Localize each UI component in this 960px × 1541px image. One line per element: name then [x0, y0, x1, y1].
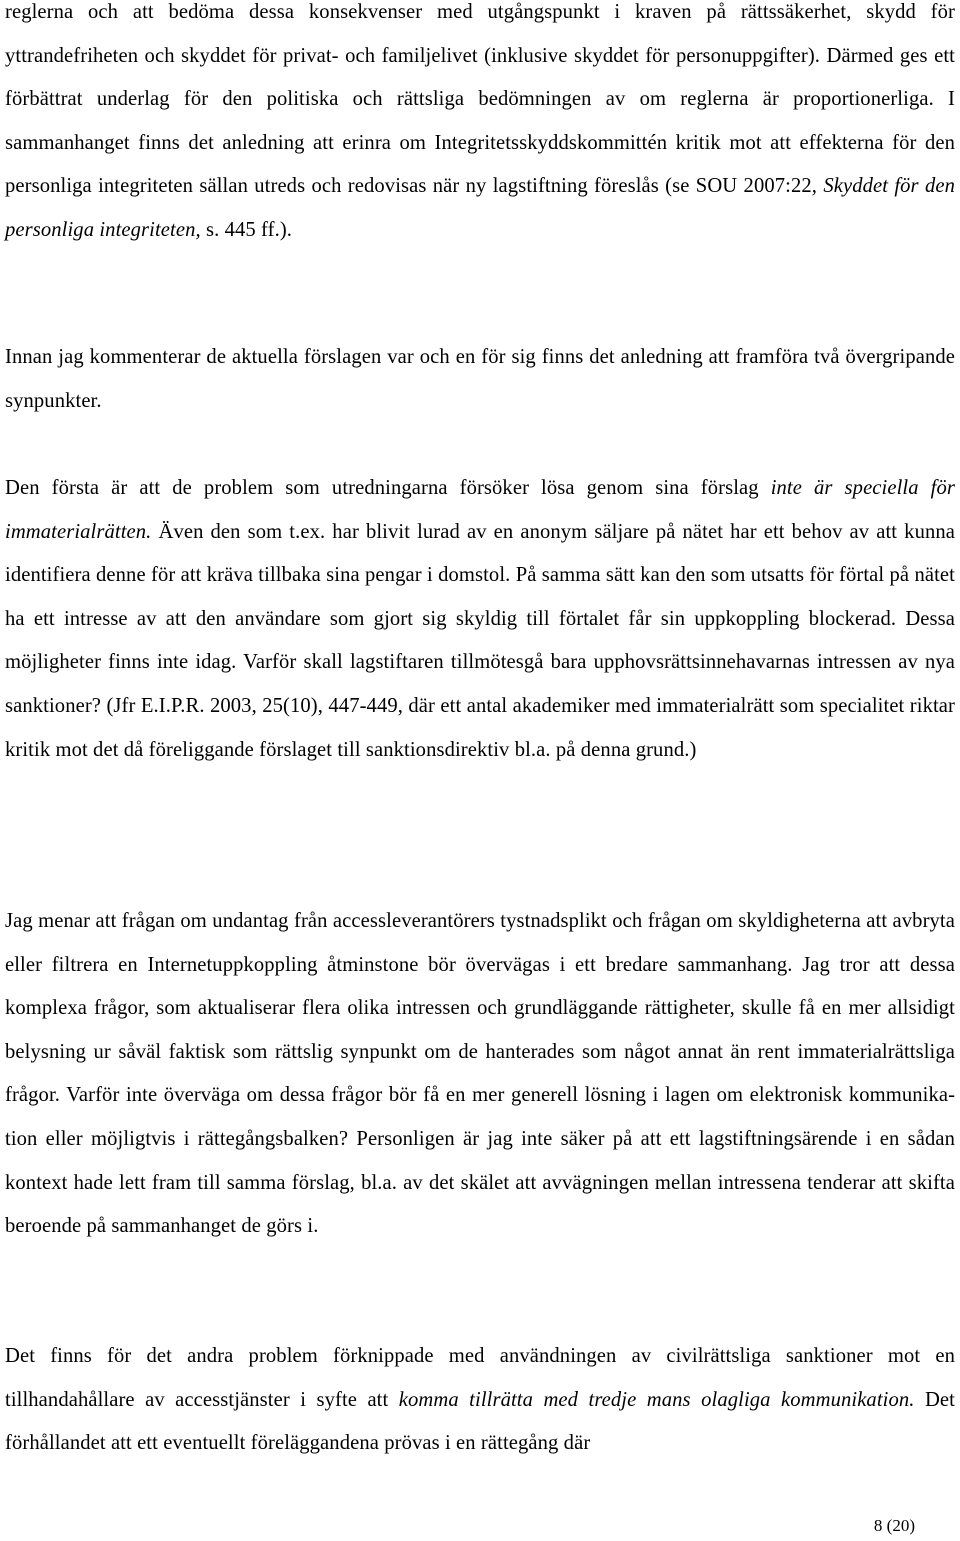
paragraph-5-run-2-italic: komma tillrätta med tredje mans olagliga kommunikation. [398, 1388, 915, 1411]
paragraph-5-run-1: Det finns för det andra problem förknippade med användningen av civilrättsliga sanktioner mot en tillhandahållare av accesstjänster i syfte att [5, 1345, 955, 1411]
paragraph-5-run-3: Det förhållandet att ett eventuellt föreläggandena prövas i en rättegång där [5, 1388, 955, 1455]
paragraph-2 [5, 336, 955, 423]
paragraph-1 [5, 0, 955, 253]
paragraph-5 [5, 1335, 955, 1466]
paragraph-2-run-1: Innan jag kommenterar de aktuella förslagen var och en för sig finns det anledning att framföra två övergripande synpunkter. [5, 346, 955, 412]
paragraph-3-run-1: Den första är att de problem som utredningarna försöker lösa genom sina förslag [5, 477, 771, 499]
paragraph-3 [5, 467, 955, 772]
paragraph-3-run-2-italic: inte är speciella för immaterialrätten. [5, 477, 955, 543]
page-number: 8 (20) [873, 1516, 915, 1535]
paragraph-1-run-1: reglerna och att bedöma dessa konsekvenser med utgångspunkt i kraven på rättssäkerhet, skydd för yttrandefriheten och skyddet för privat- och familjelivet (inklusive skyddet för personuppgifter). Därmed ges ett förbättrat underlag för den politiska och rättsliga bedömningen av om reglerna är proportionerliga. I sammanhanget finns det anledning att erinra om Integritetsskyddskommittén kritik mot att effekterna för den personliga integriteten sällan utreds och redovisas när ny lagstiftning föreslås (se SOU 2007:22, [5, 1, 955, 198]
paragraph-1-run-3: s. 445 ff.). [200, 218, 293, 241]
paragraph-4-run-1: Jag menar att frågan om undantag från accessleverantörers tystnadsplikt och frågan om skyldigheterna att avbryta eller filtrera en Internetuppkoppling åtminstone bör övervägas i ett bredare sammanhang. Jag tror att dessa komplexa frågor, som aktualiserar flera olika intressen och grundläggande rättigheter, skulle få en mer allsidigt belysning ur såväl faktisk som rättslig synpunkt om de hanterades som något annat än rent immaterialrättsliga frågor. Varför inte överväga om dessa frågor bör få en mer generell lösning i lagen om elektronisk kommunikation eller möjligtvis i rättegångsbalken? Personligen är jag inte säker på att ett lagstiftningsärende i en sådan kontext hade lett fram till samma förslag, bl.a. av det skälet att avvägningen mellan intressena tenderar att skifta beroende på sammanhanget de görs i. [5, 910, 955, 1238]
paragraph-1-run-2-italic: Skyddet för den personliga integriteten, [5, 175, 955, 241]
paragraph-4 [5, 900, 955, 1249]
paragraph-3-run-3: Även den som t.ex. har blivit lurad av en anonym säljare på nätet har ett behov av att kunna identifiera denne för att kräva tillbaka sina pengar i domstol. På samma sätt kan den som utsatts för förtal på nätet ha ett intresse av att den användare som gjort sig skyldig till förtalet får sin uppkoppling blockerad. Dessa möjligheter finns inte idag. Varför skall lagstiftaren tillmötesgå bara upphovsrättsinnehavarnas intressen av nya sanktioner? (Jfr E.I.P.R. 2003, 25(10), 447-449, där ett antal akademiker med immaterialrätt som specialitet riktar kritik mot det då föreliggande förslaget till sanktionsdirektiv bl.a. på denna grund.) [5, 520, 955, 761]
